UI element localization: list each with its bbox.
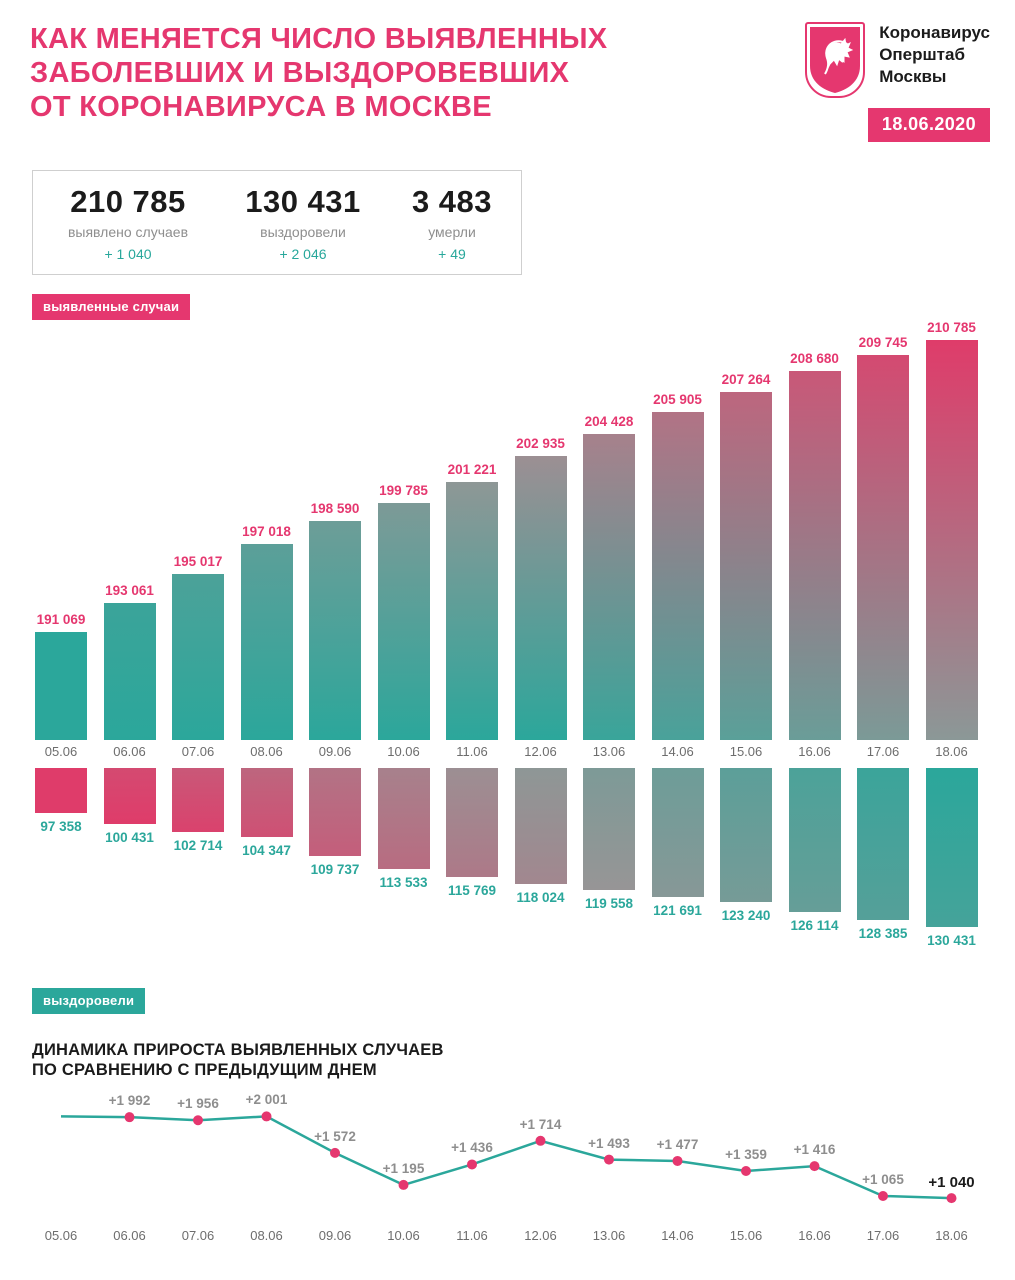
growth-point-value: +1 416 (793, 1142, 836, 1158)
growth-point-value: +1 992 (108, 1093, 151, 1109)
growth-point-value: +1 195 (382, 1160, 425, 1176)
header (30, 22, 990, 134)
growth-point (947, 1193, 957, 1203)
cases-bar-value: 195 017 (173, 554, 223, 569)
cases-x-tick: 06.06 (113, 744, 146, 759)
growth-x-tick: 14.06 (661, 1228, 694, 1243)
summary-deaths-delta: + 49 (438, 246, 466, 262)
growth-x-tick: 06.06 (113, 1228, 146, 1243)
recovered-bar (857, 768, 909, 920)
growth-point (330, 1148, 340, 1158)
growth-x-tick: 11.06 (456, 1228, 488, 1243)
cases-x-tick: 07.06 (181, 744, 215, 759)
growth-point-value: +1 040 (928, 1174, 975, 1192)
recovered-bar (446, 768, 498, 877)
growth-point-value: +1 572 (314, 1128, 356, 1144)
moscow-coat-of-arms-icon (805, 22, 865, 98)
recovered-bar-value: 118 024 (516, 890, 565, 905)
growth-point (399, 1180, 409, 1190)
growth-point (878, 1191, 888, 1201)
cases-x-tick: 16.06 (798, 744, 831, 759)
cases-bar (172, 574, 224, 740)
growth-point-value: +1 359 (725, 1146, 767, 1162)
recovered-bar (309, 768, 361, 856)
recovered-bar-value: 130 431 (927, 933, 976, 948)
summary-recovered (223, 171, 383, 274)
cases-bar (789, 371, 841, 740)
growth-x-tick: 05.06 (44, 1228, 78, 1243)
growth-point (262, 1111, 272, 1121)
cases-bar-value: 209 745 (858, 335, 908, 350)
growth-x-tick: 17.06 (866, 1228, 900, 1243)
cases-bar-value: 207 264 (721, 372, 771, 387)
date-badge: 18.06.2020 (868, 108, 990, 142)
recovered-bar (104, 768, 156, 824)
summary-deaths (383, 171, 521, 274)
cases-bar-value: 193 061 (105, 583, 154, 598)
page-title-line-2: ЗАБОЛЕВШИХ И ВЫЗДОРОВЕВШИХ (30, 57, 570, 89)
cases-x-tick: 18.06 (935, 744, 968, 759)
cases-x-tick: 13.06 (592, 744, 626, 759)
recovered-bar-value: 126 114 (790, 918, 839, 933)
growth-x-tick: 10.06 (387, 1228, 420, 1243)
growth-x-tick: 12.06 (524, 1228, 557, 1243)
recovered-bar (515, 768, 567, 884)
page-title-line-1: КАК МЕНЯЕТСЯ ЧИСЛО ВЫЯВЛЕННЫХ (30, 23, 608, 55)
growth-x-tick: 09.06 (318, 1228, 352, 1243)
cases-x-tick: 08.06 (250, 744, 283, 759)
summary-deaths-label: умерли (428, 224, 476, 240)
cases-bar-value: 199 785 (379, 483, 428, 498)
legend-tag-cases: выявленные случаи (32, 294, 190, 320)
recovered-bar-value: 104 347 (242, 843, 291, 858)
summary-cases-label: выявлено случаев (67, 224, 189, 240)
cases-bar (926, 340, 978, 740)
recovered-bar-value: 123 240 (721, 908, 771, 923)
dynamics-title (32, 1040, 444, 1080)
recovered-bar (172, 768, 224, 832)
growth-point (193, 1115, 203, 1125)
summary-recovered-value: 130 431 (245, 184, 361, 219)
cases-bar-value: 201 221 (447, 462, 497, 477)
brand-line-2: Оперштаб (879, 45, 965, 64)
page-title (30, 22, 630, 124)
brand-line-3: Москвы (879, 67, 947, 86)
summary-deaths-value: 3 483 (411, 184, 493, 219)
cases-bar-value: 198 590 (310, 501, 360, 516)
recovered-bar (241, 768, 293, 837)
recovered-bar-value: 115 769 (447, 883, 497, 898)
recovered-bar (583, 768, 635, 890)
cases-bar (309, 521, 361, 740)
cases-bar (720, 392, 772, 740)
growth-point (810, 1161, 820, 1171)
cases-bar-value: 208 680 (790, 351, 839, 366)
growth-point (673, 1156, 683, 1166)
growth-point (536, 1136, 546, 1146)
summary-recovered-delta: + 2 046 (279, 246, 327, 262)
cases-bar (652, 412, 704, 740)
cases-bar-chart (25, 310, 995, 740)
growth-x-tick: 15.06 (729, 1228, 763, 1243)
cases-bar-value: 204 428 (584, 414, 634, 429)
brand-block (805, 22, 990, 98)
recovered-bar (378, 768, 430, 869)
recovered-bar-value: 121 691 (653, 903, 702, 918)
cases-x-axis (25, 744, 995, 764)
cases-x-tick: 15.06 (729, 744, 763, 759)
cases-bar (378, 503, 430, 740)
cases-bar (515, 456, 567, 740)
cases-bar-value: 191 069 (36, 612, 86, 627)
cases-bar (446, 482, 498, 740)
growth-point-value: +1 956 (177, 1096, 219, 1112)
cases-x-tick: 11.06 (456, 744, 488, 759)
recovered-bar-value: 109 737 (310, 862, 360, 877)
growth-point-value: +1 493 (588, 1135, 630, 1151)
recovered-bar-value: 119 558 (584, 896, 634, 911)
cases-bar-value: 197 018 (242, 524, 291, 539)
growth-x-tick: 08.06 (250, 1228, 283, 1243)
cases-bar-value: 205 905 (653, 392, 702, 407)
cases-bar-value: 202 935 (516, 436, 565, 451)
recovered-bar (652, 768, 704, 897)
growth-point-value: +1 436 (451, 1140, 493, 1156)
recovered-bar (720, 768, 772, 902)
cases-bar (35, 632, 87, 740)
growth-point (125, 1112, 135, 1122)
cases-bar (104, 603, 156, 740)
cases-bar-value: 210 785 (927, 320, 976, 335)
growth-point (604, 1155, 614, 1165)
cases-bar (241, 544, 293, 740)
dynamics-title-line-2: ПО СРАВНЕНИЮ С ПРЕДЫДУЩИМ ДНЕМ (32, 1061, 377, 1079)
summary-cases-value: 210 785 (70, 184, 186, 219)
cases-bar (583, 434, 635, 740)
growth-point-value: +2 001 (245, 1092, 288, 1108)
summary-box (32, 170, 522, 275)
cases-x-tick: 10.06 (387, 744, 420, 759)
growth-point-value: +1 714 (519, 1116, 562, 1132)
page-title-line-3: ОТ КОРОНАВИРУСА В МОСКВЕ (30, 91, 492, 123)
cases-bar (857, 355, 909, 740)
growth-x-tick: 16.06 (798, 1228, 831, 1243)
recovered-bar (789, 768, 841, 912)
recovered-bar-value: 102 714 (173, 838, 223, 853)
cases-x-tick: 17.06 (866, 744, 900, 759)
cases-x-tick: 09.06 (318, 744, 352, 759)
summary-cases-delta: + 1 040 (104, 246, 152, 262)
dynamics-title-line-1: ДИНАМИКА ПРИРОСТА ВЫЯВЛЕННЫХ СЛУЧАЕВ (32, 1041, 444, 1059)
cases-x-tick: 14.06 (661, 744, 694, 759)
cases-x-tick: 05.06 (44, 744, 78, 759)
growth-x-tick: 13.06 (592, 1228, 626, 1243)
recovered-bar-value: 113 533 (379, 875, 428, 890)
recovered-bar-value: 100 431 (105, 830, 154, 845)
growth-line-chart (25, 1090, 995, 1220)
summary-cases (33, 171, 223, 274)
recovered-bar-value: 97 358 (40, 819, 82, 834)
growth-x-tick: 07.06 (181, 1228, 215, 1243)
legend-tag-recovered: выздоровели (32, 988, 145, 1014)
brand-line-1: Коронавирус (879, 23, 990, 42)
brand-text (879, 22, 990, 88)
growth-point (741, 1166, 751, 1176)
cases-x-tick: 12.06 (524, 744, 557, 759)
recovered-bar (926, 768, 978, 927)
growth-x-axis (25, 1228, 995, 1248)
growth-point (467, 1159, 477, 1169)
growth-x-tick: 18.06 (935, 1228, 968, 1243)
summary-recovered-label: выздоровели (260, 224, 346, 240)
recovered-bar-chart (25, 768, 995, 946)
recovered-bar-value: 128 385 (858, 926, 908, 941)
growth-point-value: +1 477 (656, 1136, 699, 1152)
recovered-bar (35, 768, 87, 813)
growth-point-value: +1 065 (862, 1171, 904, 1187)
